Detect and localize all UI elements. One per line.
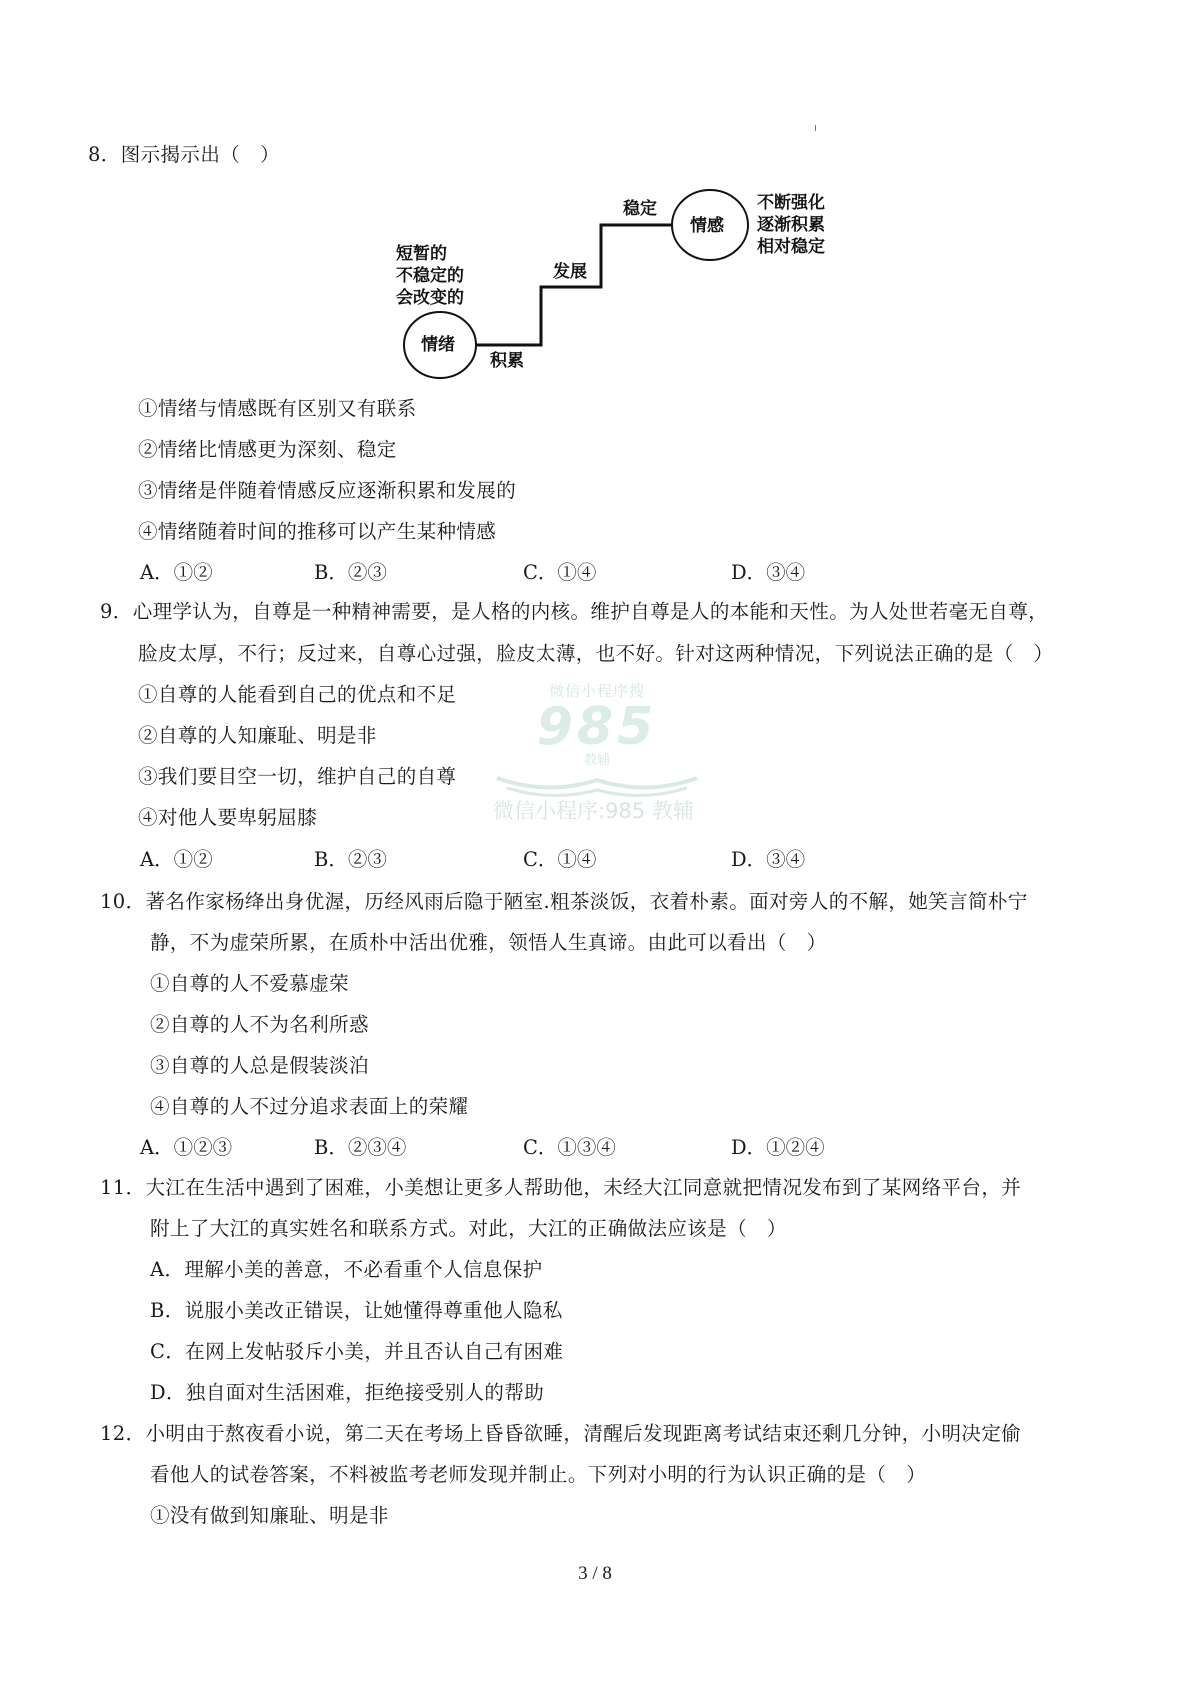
q11-option-a: A．理解小美的善意，不必看重个人信息保护 [150,1258,543,1281]
q10-item-4: ④自尊的人不过分追求表面上的荣耀 [150,1095,469,1118]
question-text: 著名作家杨绛出身优渥，历经风雨后隐于陋室.粗茶淡饭，衣着朴素。面对旁人的不解，她笑言简朴宁 [145,890,1028,913]
watermark-number: 985 [536,697,658,757]
emotion-feeling-diagram [0,0,1190,420]
q9-answer-b: B．②③ [314,848,387,871]
question-number: 12． [100,1422,146,1445]
q10-item-1: ①自尊的人不爱慕虚荣 [150,972,350,995]
q9-answer-a: A．①② [140,848,213,871]
feeling-desc-1: 不断强化 [757,193,825,213]
question-8-stem [88,143,280,167]
watermark-top: 微信小程序搜 [548,682,645,700]
question-text: 小明由于熬夜看小说，第二天在考场上昏昏欲睡，清醒后发现距离考试结束还剩几分钟，小明决定偷 [145,1422,1022,1445]
feeling-desc-3: 相对稳定 [757,237,825,257]
q10-answer-a: A．①②③ [140,1136,233,1159]
question-11-stem-line-1 [100,1176,1021,1200]
question-12-stem-line-2: 看他人的试卷答案，不料被监考老师发现并制止。下列对小明的行为认识正确的是（ ） [150,1463,927,1486]
scan-mark [815,125,816,131]
question-number: 11． [100,1176,146,1199]
q8-answer-b: B．②③ [314,561,387,584]
question-9-stem-line-2: 脸皮太厚，不行；反过来，自尊心过强，脸皮太薄，也不好。针对这两种情况，下列说法正确的是（ ） [138,642,1054,665]
emotion-desc-2: 不稳定的 [396,266,464,286]
q8-answer-a: A．①② [140,561,213,584]
question-10-stem-line-2: 静，不为虚荣所累，在质朴中活出优雅，领悟人生真谛。由此可以看出（ ） [150,931,827,954]
feeling-description [757,192,825,258]
q9-item-1: ①自尊的人能看到自己的优点和不足 [138,683,457,706]
emotion-desc-1: 短暂的 [396,244,447,264]
q11-option-b: B．说服小美改正错误，让她懂得尊重他人隐私 [150,1299,563,1322]
q9-item-3: ③我们要目空一切，维护自己的自尊 [138,765,457,788]
q8-item-3: ③情绪是伴随着情感反应逐渐积累和发展的 [138,479,517,502]
question-number: 9． [100,600,133,623]
emotion-circle-label: 情绪 [421,335,455,355]
q8-answer-c: C．①④ [523,561,597,584]
step-accumulate-label: 积累 [490,351,524,371]
q8-answer-d: D．③④ [731,561,806,584]
step-stable-label: 稳定 [623,199,657,219]
question-text: 大江在生活中遇到了困难，小美想让更多人帮助他，未经大江同意就把情况发布到了某网络平台，并 [145,1176,1022,1199]
step-develop-label: 发展 [553,262,587,282]
q10-item-3: ③自尊的人总是假装淡泊 [150,1054,369,1077]
q9-item-2: ②自尊的人知廉耻、明是非 [138,724,377,747]
question-text: 图示揭示出（ ） [120,143,280,166]
q11-option-c: C．在网上发帖驳斥小美，并且否认自己有困难 [150,1340,564,1363]
question-number: 8． [88,143,121,166]
emotion-description [396,243,464,309]
q8-item-1: ①情绪与情感既有区别又有联系 [138,397,417,420]
q9-answer-d: D．③④ [731,848,806,871]
q11-option-d: D．独自面对生活困难，拒绝接受别人的帮助 [150,1381,545,1404]
watermark-middle: 教辅 [583,753,610,768]
q9-item-4: ④对他人要卑躬屈膝 [138,806,318,829]
page-number: 3 / 8 [578,1563,612,1584]
feeling-circle-label: 情感 [690,216,724,236]
watermark-bottom: 微信小程序:985 教辅 [493,799,694,823]
q9-answer-c: C．①④ [523,848,597,871]
question-number: 10． [100,890,146,913]
q10-answer-d: D．①②④ [731,1136,825,1159]
q10-answer-b: B．②③④ [314,1136,407,1159]
q10-answer-c: C．①③④ [523,1136,616,1159]
feeling-desc-2: 逐渐积累 [757,215,825,235]
question-text: 心理学认为，自尊是一种精神需要，是人格的内核。维护自尊是人的本能和天性。为人处世若毫无自尊， [132,600,1049,623]
q10-item-2: ②自尊的人不为名利所惑 [150,1013,369,1036]
emotion-desc-3: 会改变的 [396,288,464,308]
q8-item-2: ②情绪比情感更为深刻、稳定 [138,438,397,461]
q8-item-4: ④情绪随着时间的推移可以产生某种情感 [138,520,497,543]
staircase-line [476,225,672,345]
question-11-stem-line-2: 附上了大江的真实姓名和联系方式。对此，大江的正确做法应该是（ ） [150,1217,787,1240]
q12-item-1: ①没有做到知廉耻、明是非 [150,1504,389,1527]
question-12-stem-line-1 [100,1422,1021,1446]
watermark-book-icon [487,768,707,798]
question-9-stem-line-1 [100,600,1048,624]
question-10-stem-line-1 [100,890,1028,914]
